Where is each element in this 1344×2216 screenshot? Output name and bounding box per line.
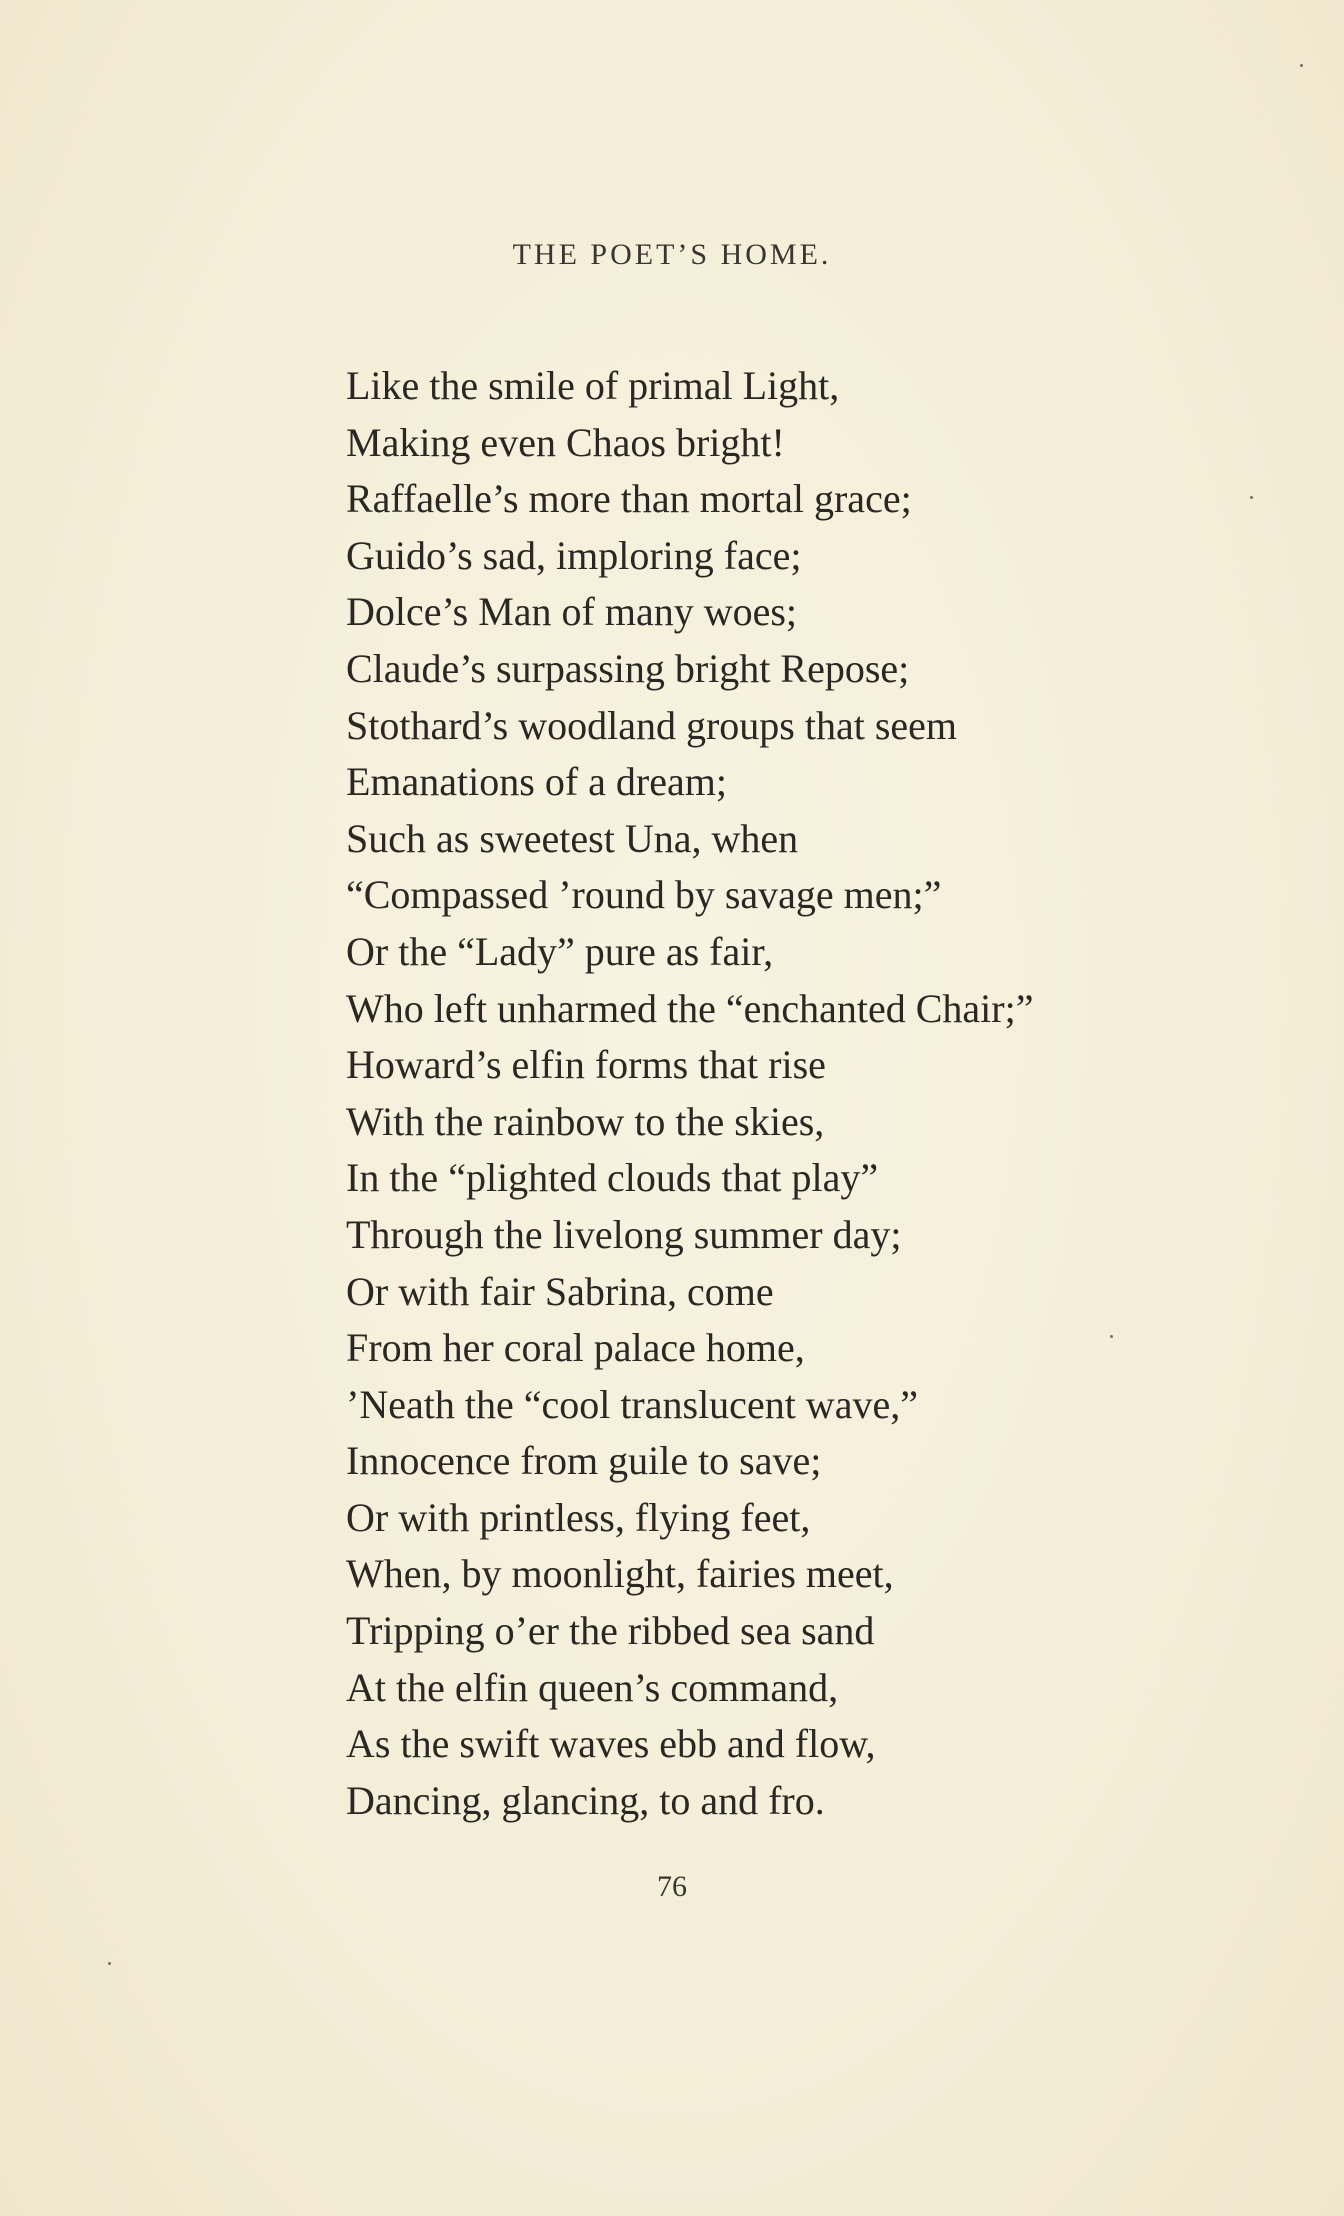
poem-line: Such as sweetest Una, when xyxy=(346,815,799,861)
paper-speck xyxy=(1250,496,1253,499)
poem-line: Or the “Lady” pure as fair, xyxy=(346,928,774,974)
poem-stanza xyxy=(346,358,1033,1829)
poem-line: At the elfin queen’s command, xyxy=(346,1664,839,1710)
poem-line: Claude’s surpassing bright Repose; xyxy=(346,645,910,691)
paper-speck xyxy=(108,1962,111,1965)
poem-line: Dolce’s Man of many woes; xyxy=(346,589,798,635)
poem-line: Or with fair Sabrina, come xyxy=(346,1268,774,1314)
poem-line: With the rainbow to the skies, xyxy=(346,1098,825,1144)
poem-line: Tripping o’er the ribbed sea sand xyxy=(346,1608,875,1654)
poem-line: Dancing, glancing, to and fro. xyxy=(346,1777,825,1823)
poem-line: Or with printless, flying feet, xyxy=(346,1494,811,1540)
page-number: 76 xyxy=(657,1870,687,1903)
poem-line: When, by moonlight, fairies meet, xyxy=(346,1551,894,1597)
poem-line: Emanations of a dream; xyxy=(346,759,727,805)
poem-line: Like the smile of primal Light, xyxy=(346,363,840,408)
running-head: THE POET’S HOME. xyxy=(512,238,832,271)
poem-line: “Compassed ’round by savage men;” xyxy=(346,872,942,918)
poem-line: Guido’s sad, imploring face; xyxy=(346,532,802,578)
poem-line: Through the livelong summer day; xyxy=(346,1211,902,1257)
poem-line: Who left unharmed the “enchanted Chair;” xyxy=(346,985,1034,1031)
poem-line: From her coral palace home, xyxy=(346,1325,805,1371)
poem-line: ’Neath the “cool translucent wave,” xyxy=(346,1381,918,1427)
poem-line: As the swift waves ebb and flow, xyxy=(346,1721,876,1767)
poem-line: Howard’s elfin forms that rise xyxy=(346,1042,826,1088)
poem-line: In the “plighted clouds that play” xyxy=(346,1155,879,1201)
poem-line: Innocence from guile to save; xyxy=(346,1438,822,1484)
paper-speck xyxy=(1110,1335,1113,1338)
poem-line: Stothard’s woodland groups that seem xyxy=(346,702,958,748)
poem-line: Making even Chaos bright! xyxy=(346,419,785,465)
poem-line: Raffaelle’s more than mortal grace; xyxy=(346,476,912,522)
paper-speck xyxy=(1300,64,1303,67)
